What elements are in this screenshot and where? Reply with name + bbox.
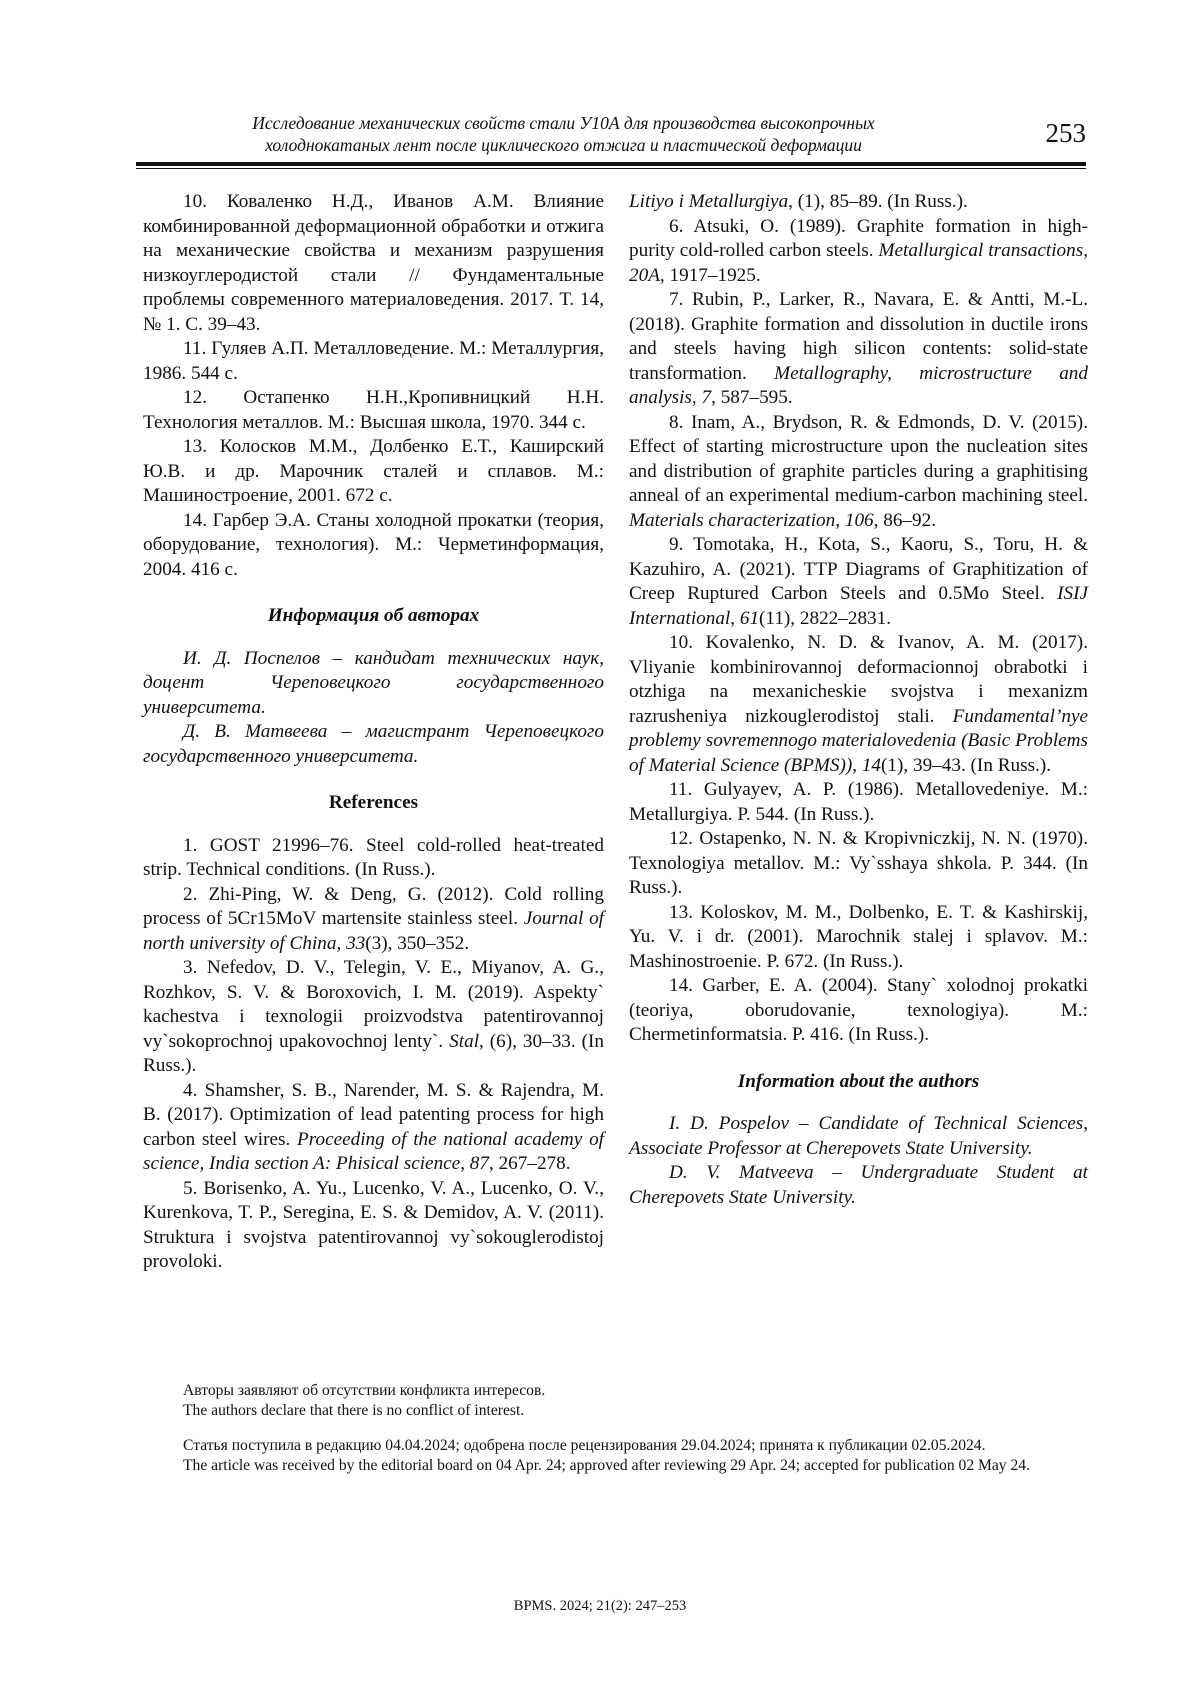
reference-item: 8. Inam, A., Brydson, R. & Edmonds, D. V. (2015). Effect of starting microstructure upon the nucleation sites and distribution of graphite particles during a graphitising anneal of an experimental medium-carbon machining steel. Materials characterization, 106, 86–92. — [629, 411, 1088, 531]
reference-item: 3. Nefedov, D. V., Telegin, V. E., Miyanov, A. G., Rozhkov, S. V. & Boroxovich, I. M. (2019). Aspekty` kachestva i texnologii proizvodstva patentirovannoj vy`sokoprochnoj upakovochnoj lenty`. Stal, (6), 30–33. (In Russ.). — [143, 957, 605, 1076]
dates-en: The article was received by the editorial board on 04 Apr. 24; approved after reviewing 29 Apr. 24; accepted for publication 02 May 24. — [183, 1456, 1030, 1474]
reference-item: 10. Коваленко Н.Д., Иванов А.М. Влияние комбинированной деформационной обработки и отжига на механические свойства и механизм разрушения низкоуглеродистой стали // Фундаментальные проблемы современного материаловедения. 2017. Т. 14, № 1. С. 39–43. — [143, 191, 604, 335]
author-info: И. Д. Поспелов – кандидат технических наук, доцент Череповецкого государственного университета. — [143, 647, 604, 718]
page-number: 253 — [1045, 118, 1086, 148]
conflict-ru: Авторы заявляют об отсутствии конфликта интересов. — [183, 1382, 546, 1399]
conflict-statement — [136, 1381, 1088, 1420]
reference-item: 7. Rubin, P., Larker, R., Navara, E. & Antti, M.-L. (2018). Graphite formation and dissolution in ductile irons and steels having high silicon contents: solid-state transformation. Metallography, microstructure and analysis, 7, 587–595. — [629, 289, 1088, 408]
reference-item: 9. Tomotaka, H., Kota, S., Kaoru, S., Toru, H. & Kazuhiro, A. (2021). TTP Diagrams of Graphitization of Creep Ruptured Carbon Steels and 0.5Mo Steel. ISIJ International, 61(11), 2822–2831. — [629, 534, 1088, 629]
running-title-line: холоднокатаных лент после циклического отжига и пластической деформации — [265, 135, 862, 155]
reference-item: 10. Kovalenko, N. D. & Ivanov, A. M. (2017). Vliyanie kombinirovannoj deformacionnoj obrabotki i otzhiga na mexanicheskie svojstva i mexanizm razrusheniya nizkouglerodistoj stali. Fundamental’nye problemy sovremennogo materialovedenia (Basic Problems of Material Science (BPMS)), 14(1), 39–43. (In Russ.). — [629, 632, 1088, 776]
reference-item: 12. Ostapenko, N. N. & Kropivniczkij, N. N. (1970). Texnologiya metallov. M.: Vy`sshaya shkola. P. 344. (In Russ.). — [629, 828, 1088, 898]
right-column — [629, 190, 1088, 1210]
reference-item: 11. Гуляев А.П. Металловедение. М.: Металлургия, 1986. 544 с. — [143, 338, 604, 384]
section-heading-authors-en: Information about the authors — [737, 1070, 980, 1092]
header-rule-thin — [136, 168, 1086, 169]
author-info: Д. В. Матвеева – магистрант Череповецкого государственного университета. — [143, 721, 604, 767]
reference-item: 13. Koloskov, M. M., Dolbenko, E. T. & Kashirskij, Yu. V. i dr. (2001). Marochnik stalej i splavov. M.: Mashinostroenie. P. 672. (In Russ.). — [629, 901, 1088, 972]
running-header — [136, 112, 1086, 168]
dates-ru: Статья поступила в редакцию 04.04.2024; одобрена после рецензирования 29.04.2024; принята к публикации 02.05.2024. — [183, 1437, 986, 1454]
reference-item: 14. Гарбер Э.А. Станы холодной прокатки (теория, оборудование, технология). М.: Черметинформация, 2004. 416 с. — [143, 509, 604, 580]
conflict-en: The authors declare that there is no conflict of interest. — [183, 1401, 525, 1419]
running-title — [136, 112, 991, 156]
article-dates — [136, 1436, 1088, 1475]
reference-item: 1. GOST 21996–76. Steel cold-rolled heat-treated strip. Technical conditions. (In Russ.). — [143, 834, 604, 880]
reference-item: 5. Borisenko, A. Yu., Lucenko, V. A., Lucenko, O. V., Kurenkova, T. P., Seregina, E. S. & Demidov, A. V. (2011). Struktura i svojstva patentirovannoj vy`sokouglerodistoj provoloki. — [143, 1177, 604, 1272]
reference-item-continued: Litiyo i Metallurgiya, (1), 85–89. (In Russ.). — [629, 191, 968, 212]
section-heading-authors-ru: Информация об авторах — [267, 605, 480, 626]
reference-item: 11. Gulyayev, A. P. (1986). Metallovedeniye. M.: Metallurgiya. P. 544. (In Russ.). — [629, 779, 1088, 825]
author-info: D. V. Matveeva – Undergraduate Student at Cherepovets State University. — [629, 1162, 1088, 1208]
header-rule-thick — [136, 162, 1086, 166]
page-footer: BPMS. 2024; 21(2): 247–253 — [513, 1598, 687, 1614]
reference-item: 6. Atsuki, O. (1989). Graphite formation in high-purity cold-rolled carbon steels. Metallurgical transactions, 20A, 1917–1925. — [629, 215, 1088, 286]
section-heading-references: References — [328, 792, 419, 813]
reference-item: 2. Zhi-Ping, W. & Deng, G. (2012). Cold rolling process of 5Cr15MoV martensite stainless steel. Journal of north university of China, 33(3), 350–352. — [143, 883, 604, 954]
reference-item: 12. Остапенко Н.Н.,Кропивницкий Н.Н. Технология металлов. М.: Высшая школа, 1970. 344 с. — [143, 387, 604, 433]
running-title-line: Исследование механических свойств стали У10А для производства высокопрочных — [252, 113, 875, 133]
left-column — [143, 190, 604, 1275]
reference-item: 13. Колосков М.М., Долбенко Е.Т., Каширский Ю.В. и др. Марочник сталей и сплавов. М.: Машиностроение, 2001. 672 с. — [143, 436, 604, 506]
author-info: I. D. Pospelov – Candidate of Technical Sciences, Associate Professor at Cherepovets State University. — [629, 1113, 1088, 1159]
reference-item: 14. Garber, E. A. (2004). Stany` xolodnoj prokatki (teoriya, oborudovanie, texnologiya). M.: Chermetinformatsia. P. 416. (In Russ.). — [629, 975, 1088, 1045]
reference-item: 4. Shamsher, S. B., Narender, M. S. & Rajendra, M. B. (2017). Optimization of lead patenting process for high carbon steel wires. Proceeding of the national academy of science, India section A: Phisical science, 87, 267–278. — [143, 1079, 604, 1174]
